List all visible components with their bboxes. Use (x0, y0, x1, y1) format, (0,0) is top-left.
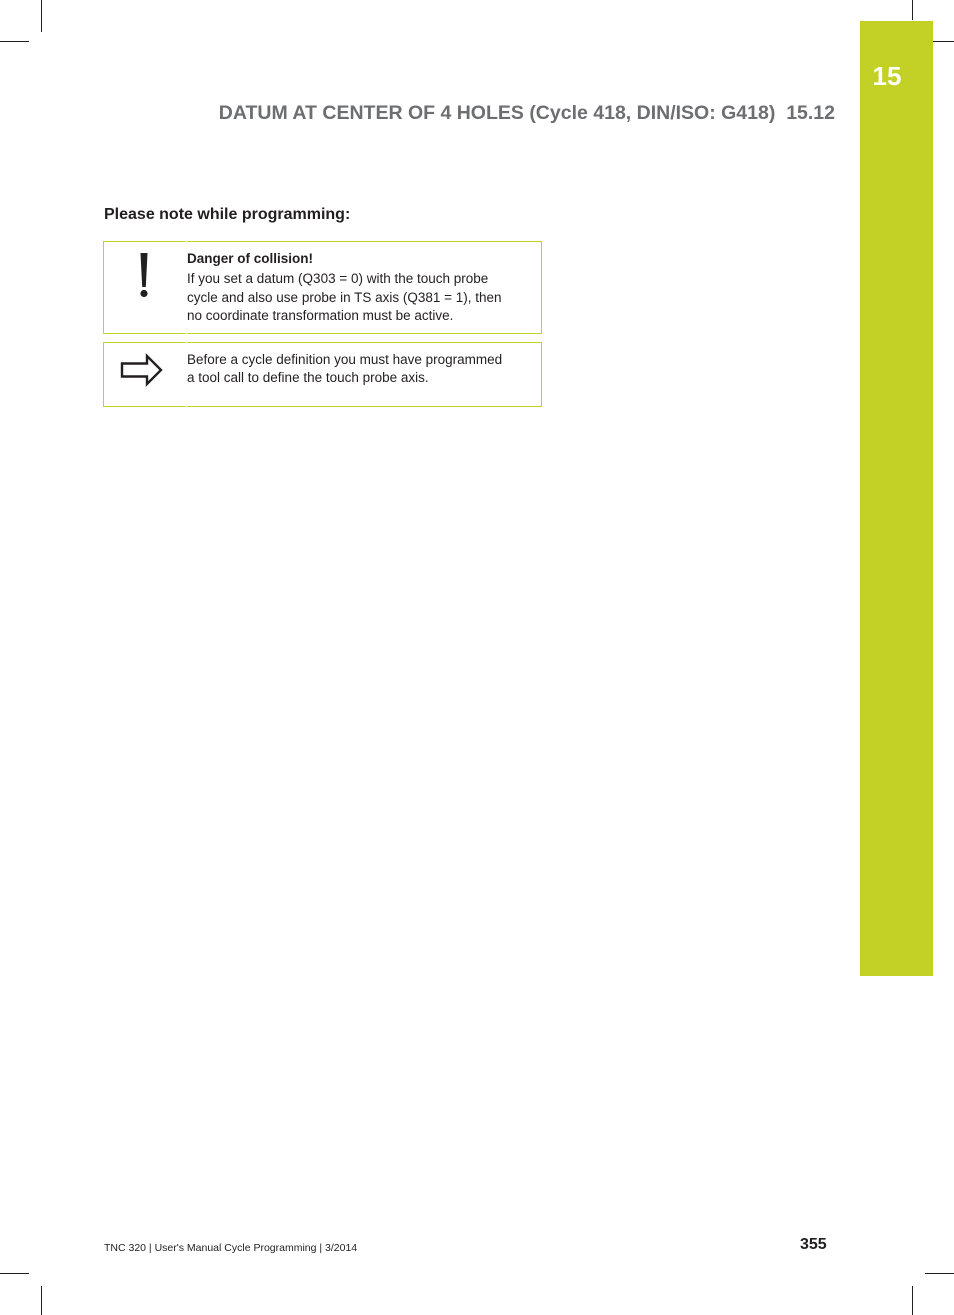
note-line: cycle and also use probe in TS axis (Q381 = 1), then (187, 289, 502, 305)
crop-mark (933, 41, 954, 42)
page-number: 355 (800, 1236, 827, 1253)
danger-note-text (187, 250, 533, 325)
crop-mark (912, 0, 913, 20)
note-line: If you set a datum (Q303 = 0) with the touch probe (187, 271, 489, 287)
danger-note (103, 241, 542, 334)
crop-mark (925, 1273, 954, 1274)
running-head (219, 102, 835, 125)
crop-mark (0, 41, 29, 42)
running-head-title: DATUM AT CENTER OF 4 HOLES (Cycle 418, DIN/ISO: G418) (218, 102, 776, 124)
section-heading: Please note while programming: (104, 206, 351, 223)
chapter-tab (860, 21, 933, 976)
running-head-section: 15.12 (786, 102, 835, 124)
chapter-number: 15 (872, 61, 902, 91)
info-note (103, 342, 542, 407)
info-note-text (187, 351, 533, 388)
footer-text: TNC 320 | User's Manual Cycle Programming | 3/2014 (104, 1242, 358, 1254)
crop-mark (912, 1286, 913, 1315)
exclamation-icon (104, 242, 186, 307)
note-line: Before a cycle definition you must have programmed (187, 352, 503, 367)
danger-note-title: Danger of collision! (187, 251, 314, 266)
arrow-right-icon (104, 343, 186, 398)
crop-mark (0, 1273, 29, 1274)
note-line: a tool call to define the touch probe axis. (187, 370, 429, 386)
note-line: no coordinate transformation must be active. (187, 307, 454, 323)
crop-mark (41, 0, 42, 32)
crop-mark (41, 1286, 42, 1315)
